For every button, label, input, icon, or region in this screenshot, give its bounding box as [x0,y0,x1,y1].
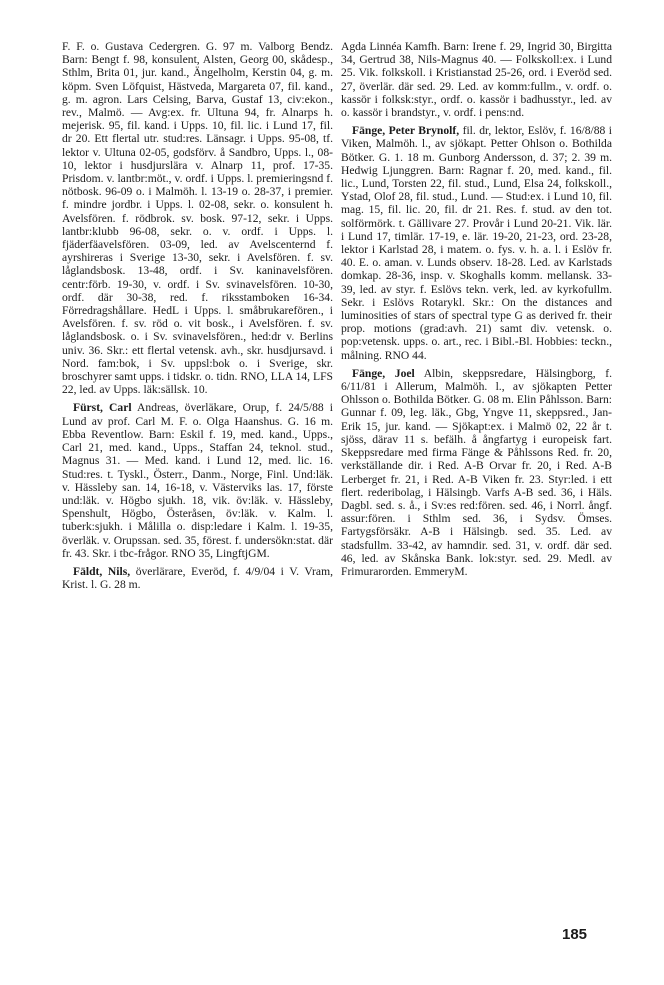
biography-entry [62,40,333,396]
entry-text: Agda Linnéa Kamfh. Barn: Irene f. 29, Ingrid 30, Birgitta 34, Gertrud 38, Nils-Magnus 40. — Folkskoll:ex. i Lund 25. Vik. folkskoll. i Kristianstad 25-26, ord. i Everöd sed. 27, överlär. där sed. 29. Led. av komm:fullm., v. ordf. o. kassör i folksk:styr., ordf. o. kassör i badhusstyr., led. av o. kassör i brandstyr., v. ordf. i pens:nd. [341,40,612,120]
entry-surname: Fürst, [73,401,103,415]
entry-given-name: Peter Brynolf, [388,124,460,138]
entry-text: Andreas, överläkare, Orup, f. 24/5/88 i Lund av prof. Carl M. F. o. Olga Haanshus. G. 16 m. Ebba Reventlow. Barn: Eskil f. 19, med. kand., Upps., Carl 21, med. kand., Upps., Staffan 24, tekno​l. stud., Magnus 31. — Med. kand. i Lund 12, med. lic. 16. Stud:res. t. Tyskl., Österr., Danm., Norge, Finl. Und:läk. v. Hässleby san. 14, 16-18, v. Västerviks las. 17, förste und:läk. v. Högbo sjukh. 18, vik. öv:läk. v. Hässleby, Spenshult, Högbo, Österåsen, öv:läk. v. Kalm. l. tuberk:sjukh. i Målilla o. disp:ledare i Kalm. l. 19-35, överläk. v. Orupssan. sed. 35, förest. f. undersökn:stat. där fr. 43. Skr. i tbc-frågor. RNO 35, LingftjGM. [62,401,333,560]
biography-entry [341,367,612,578]
entry-surname: Fänge, [352,366,386,380]
entry-given-name: Joel [394,366,415,380]
entry-surname: Fäldt, [73,564,103,578]
entry-text: fil. dr, lektor, Eslöv, f. 16/8/88 i Viken, Malmöh. l., av sjökapt. Petter Ohlson o. Bothilda Bötker. G. 1. 18 m. Gunborg Andersson, d. 37; 2. 39 m. Hedwig Ljunggren. Barn: Ragnar f. 20, med. kand., fil. lic., Lund, Torsten 22, fil. stud., Lund, Elsa 24, folkskoll., Ystad, Olof 28, fil. stud., Lund. — Stud:ex. i Lund 10, fil. mag. 15, fil. lic. 20, fil. dr 21. Res. f. stud. av den tot. solförmörk. t. Gällivare 27. Provår i Lund 20-21. Vik. lär. i Lund 17, timlär. 17-19, e. lär. 19-20, 21-23, ord. 23-28, lektor i Karlstad 28, i matem. o. fys. v. h. a. l. i Eslöv fr. 40. E. o. aman. v. Lunds observ. 18-28. Led. av Karlstads domkap. 28-36, insp. v. Skoghalls komm. mellansk. 33-39, led. av styr. f. Eslövs tekn. verk, led. av kyrkofullm. Sekr. i Eslövs Rotaryk​l. Skr.: On the distances and luminosities of stars of spectral type G as derived fr. their prop. motions (grad:avh. 21) samt div. vetensk. o. pop:vetensk. upps. o. art., rec. i Bibl.-Bl. Hobbies: teckn., målning. RNO 44. [341,124,612,362]
biography-entry [341,124,612,362]
entry-text: F. F. o. Gustava Cedergren. G. 97 m. Valborg Bendz. Barn: Bengt f. 98, konsulent, Alsten, Georg 00, skådesp., Sthlm, Brita 01, jur. kand., Ängelholm, Kerstin 04, g. m. köpm. Sven Löfquist, Hästveda, Margareta 07, fil. kand., g. m. agron. Lars Celsing, Barva, Gustaf 13, civ:ekon., rev., Malmö. — Avg:ex. fr. Ultuna 94, fr. Alnarps h. mejerisk. 95, fil. kand. i Upps. 10, fil. lic. i Lund 17, fil. dr 20. Ett flertal utr. stud:res. Länsagr. i Upps. 95-08, tf. lektor v. Ultuna 02-05, godsförv. å Sandbro, Upps. l., 08-10, lektor i husdjurslära v. Alnarp 11, prof. 17-35. Prisdom. v. lantbr:möt., v. ordf. i Upps. l. premieringsnd f. nötbosk. 96-09 o. i Malmöh. l. 13-19 o. 28-37, i premier. f. mindre jordbr. i Upps. l. 02-08, sekr. o. konsulent h. Avelsfören. f. rödbrok. sv. bosk. 97-12, sekr. i Upps. lantbr:klubb 96-08, sekr. o. v. ordf. i Upps. l. fjäderfäavelsfören. 03-09, led. av Avelscenternd f. ayrshireras i Sverige 13-30, sekr. i Avelsfören. f. sv. låglandsbosk. 13-48, ordf. i Sv. kaninavelsfören. centr:förb. 19-30, v. ordf. i Sv. svinavelsfören. 10-30, ordf. där 30-38, red. f. rikssta​mboken 16-34. Förredragshållare. HedL i Upps. l. småbrukarefören., i Avelsfören. f. sv. röd o. vit bosk., i Avelsfören. f. sv. låglandsbosk. o. i Sv. svinavelsfören., hed:dr v. Berlins univ. 36. Skr.: ett flertal vetensk. avh., skr. husdjursavd. i Nord. fam:bok, i Sv. uppsl:bok o. i Sverige, skr. broschyrer samt upps. i tidskr. o. tidn. RNO, LLA 14, LFS 22, led. av Upps. läk:sällsk. 10. [62,40,333,397]
biography-entry [62,565,333,591]
right-column [341,40,612,583]
entry-text: överlärare, Everöd, f. 4/9/04 i V. Vram, Krist. l. G. 28 m. [62,564,333,592]
biography-entry [62,401,333,559]
page-number: 185 [562,926,588,943]
left-column [62,40,333,596]
entry-given-name: Nils, [107,564,131,578]
biography-entry [341,40,612,119]
entry-surname: Fänge, [352,124,386,138]
entry-text: Albin, skeppsredare, Hälsingborg, f. 6/11/81 i Allerum, Malmöh. l., av sjökapten Petter Ohlsson o. Bothilda Bötker. G. 08 m. Elin Påhlsson. Barn: Gunnar f. 09, leg. läk., Gbg, Yngve 11, skeppsred., Jan-Erik 15, jur. kand. — Sjökapt:ex. i Malmö 02, 22 år t. sjöss, därav 11 s. befälh. å ångfartyg i europeisk fart. Skeppsredare med firma Fänge & Påhlssons Red. fr. 20, verkställande dir. i Red. A-B Orvar fr. 20, i Red. A-B Lerberget fr. 21, i Red. A-B Viken fr. 23. Styr:led. i ett flert. rederibolag, i Hälsingb. Varfs A-B sed. 36, i Häls. Dagbl. sed. s. å., i Sv:es red:fören. sed. 46, i Norrl. ångf. assur:fören. i Sthlm sed. 36, i Sydsv. Ömses. Fartygsförsäkr. A-B i Hälsingb. sed. 35. Led. av stadsfullm. 33-42, av hamndir. sed. 31, v. ordf. där sed. 46, led. av Skånska Bank. lok:styr. sed. 29. Medl. av Frimurarorden. EmmeryM. [341,366,613,578]
entry-given-name: Carl [109,401,132,415]
